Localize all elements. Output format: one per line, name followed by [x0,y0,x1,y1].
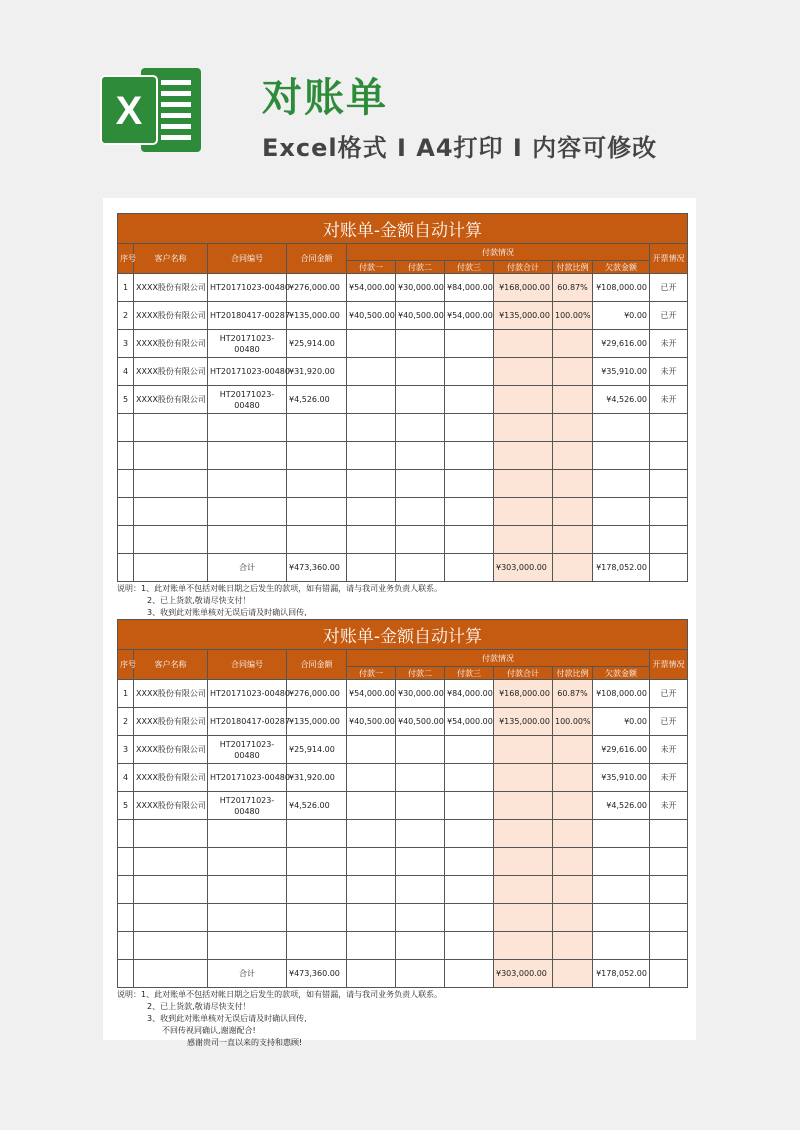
cell-pay1 [347,470,396,498]
note-line: 2、已上货款,敬请尽快支付！ [147,1002,251,1011]
cell-amount: ¥276,000.00 [287,680,347,708]
cell-pay-total [494,386,553,414]
cell-amount: ¥31,920.00 [287,764,347,792]
cell-ratio [553,736,593,764]
cell-contract-no: HT20180417-00287 [208,302,287,330]
cell-owed [593,848,650,876]
cell-amount [287,442,347,470]
table-row [118,330,688,358]
table-row [118,302,688,330]
cell-owed: ¥108,000.00 [593,680,650,708]
col-customer-header: 客户名称 [134,650,208,680]
cell-pay-total [494,904,553,932]
cell-pay1 [347,820,396,848]
col-invoice-header: 开票情况 [650,650,688,680]
cell-ratio: 60.87% [553,274,593,302]
total-amount: ¥473,360.00 [287,554,347,582]
cell-index [118,820,134,848]
cell-pay3 [445,498,494,526]
cell-pay-total: ¥135,000.00 [494,302,553,330]
cell-pay2 [396,442,445,470]
cell-amount: ¥135,000.00 [287,302,347,330]
cell-contract-no [208,848,287,876]
cell-amount: ¥25,914.00 [287,736,347,764]
col-pay-total-header: 付款合计 [494,261,553,274]
cell-contract-no [208,442,287,470]
cell-pay2: ¥30,000.00 [396,680,445,708]
cell-customer: XXXX股份有限公司 [134,708,208,736]
cell-amount: ¥135,000.00 [287,708,347,736]
cell-amount: ¥4,526.00 [287,386,347,414]
cell-contract-no: HT20171023-00480 [208,792,287,820]
cell-invoice [650,876,688,904]
cell-contract-no: HT20180417-00287 [208,708,287,736]
cell-invoice [650,904,688,932]
svg-text:X: X [115,89,143,133]
note-line: 3、收到此对账单核对无误后请及时确认回传, [147,1014,307,1023]
table-row [118,274,688,302]
cell-pay2 [396,904,445,932]
table-row [118,820,688,848]
cell-pay-total [494,820,553,848]
col-owed-header: 欠款金额 [593,261,650,274]
table-row [118,736,688,764]
cell-pay3 [445,736,494,764]
cell-index: 4 [118,764,134,792]
cell-index [118,848,134,876]
col-pay2-header: 付款二 [396,261,445,274]
cell-contract-no [208,414,287,442]
cell-amount [287,848,347,876]
col-customer-header: 客户名称 [134,244,208,274]
cell-pay1 [347,358,396,386]
cell-invoice [650,470,688,498]
total-pay-total: ¥303,000.00 [494,960,553,988]
col-contract-amount-header: 合同金额 [287,244,347,274]
cell-pay1: ¥40,500.00 [347,708,396,736]
col-pay-ratio-header: 付款比例 [553,667,593,680]
cell-customer: XXXX股份有限公司 [134,680,208,708]
cell-index: 2 [118,302,134,330]
col-index-header: 序号 [118,244,134,274]
cell-contract-no [208,498,287,526]
cell-index [118,876,134,904]
cell-pay-total [494,526,553,554]
note-line: 说明：1、此对账单不包括对帐日期之后发生的款项，如有错漏，请与我司业务负责人联系。 [117,584,443,593]
cell-pay2 [396,820,445,848]
cell-index [118,904,134,932]
cell-pay2 [396,736,445,764]
cell-invoice: 已开 [650,680,688,708]
cell-invoice [650,820,688,848]
statement-sheet-1 [117,213,687,643]
cell-pay-total [494,330,553,358]
cell-pay-total [494,498,553,526]
cell-customer [134,526,208,554]
cell-ratio [553,442,593,470]
cell-owed: ¥108,000.00 [593,274,650,302]
cell-amount [287,470,347,498]
cell-pay3 [445,470,494,498]
cell-customer [134,932,208,960]
col-pay-ratio-header: 付款比例 [553,261,593,274]
cell-customer: XXXX股份有限公司 [134,386,208,414]
table-row [118,764,688,792]
table-row [118,792,688,820]
cell-invoice [650,442,688,470]
cell-customer: XXXX股份有限公司 [134,792,208,820]
cell-invoice: 未开 [650,358,688,386]
cell-amount: ¥276,000.00 [287,274,347,302]
cell-pay2 [396,470,445,498]
cell-index [118,498,134,526]
cell-pay1 [347,330,396,358]
col-pay-total-header: 付款合计 [494,667,553,680]
cell-contract-no [208,820,287,848]
cell-ratio [553,764,593,792]
cell-pay2: ¥30,000.00 [396,274,445,302]
cell-pay-total [494,876,553,904]
cell-pay2 [396,848,445,876]
total-row [118,960,688,988]
col-pay1-header: 付款一 [347,667,396,680]
cell-owed [593,414,650,442]
cell-index [118,414,134,442]
note-line: 感谢贵司一直以来的支持和惠顾! [187,1038,303,1047]
statement-table [117,213,688,582]
col-pay3-header: 付款三 [445,667,494,680]
cell-owed: ¥29,616.00 [593,736,650,764]
cell-pay1 [347,526,396,554]
cell-owed: ¥0.00 [593,708,650,736]
page-title: 对账单 [262,75,388,121]
cell-index: 4 [118,358,134,386]
cell-pay3 [445,414,494,442]
cell-customer: XXXX股份有限公司 [134,358,208,386]
cell-pay3 [445,820,494,848]
table-row [118,848,688,876]
col-contract-amount-header: 合同金额 [287,650,347,680]
cell-pay-total: ¥168,000.00 [494,680,553,708]
cell-pay2: ¥40,500.00 [396,302,445,330]
cell-owed [593,904,650,932]
total-owed: ¥178,052.00 [593,554,650,582]
cell-contract-no: HT20171023-00480 [208,680,287,708]
table-row [118,904,688,932]
cell-pay-total [494,764,553,792]
col-pay3-header: 付款三 [445,261,494,274]
cell-pay2 [396,526,445,554]
table-row [118,498,688,526]
cell-pay-total [494,442,553,470]
total-pay-total: ¥303,000.00 [494,554,553,582]
cell-pay3: ¥84,000.00 [445,274,494,302]
cell-pay1: ¥54,000.00 [347,274,396,302]
cell-pay3 [445,904,494,932]
total-label: 合计 [208,554,287,582]
payment-group-header: 付款情况 [347,650,650,667]
table-row [118,876,688,904]
payment-group-header: 付款情况 [347,244,650,261]
page-header [0,0,800,200]
cell-pay1 [347,764,396,792]
cell-customer [134,442,208,470]
col-index-header: 序号 [118,650,134,680]
cell-contract-no [208,904,287,932]
total-label: 合计 [208,960,287,988]
cell-contract-no: HT20171023-00480 [208,736,287,764]
cell-pay3 [445,526,494,554]
cell-contract-no: HT20171023-00480 [208,274,287,302]
cell-customer [134,848,208,876]
cell-amount [287,526,347,554]
cell-ratio [553,848,593,876]
cell-pay2: ¥40,500.00 [396,708,445,736]
cell-index: 3 [118,736,134,764]
cell-pay-total [494,932,553,960]
cell-invoice: 未开 [650,386,688,414]
cell-ratio: 100.00% [553,302,593,330]
cell-invoice [650,414,688,442]
cell-contract-no [208,470,287,498]
col-contract-no-header: 合同编号 [208,244,287,274]
cell-ratio [553,792,593,820]
cell-invoice [650,498,688,526]
col-owed-header: 欠款金额 [593,667,650,680]
cell-contract-no [208,526,287,554]
cell-pay2 [396,330,445,358]
cell-customer: XXXX股份有限公司 [134,764,208,792]
cell-index: 2 [118,708,134,736]
cell-ratio [553,330,593,358]
cell-pay3 [445,764,494,792]
cell-pay1 [347,904,396,932]
notes-block [117,989,687,1049]
cell-ratio [553,876,593,904]
cell-index: 1 [118,274,134,302]
cell-index [118,470,134,498]
note-line: 说明：1、此对账单不包括对帐日期之后发生的款项，如有错漏，请与我司业务负责人联系。 [117,990,443,999]
cell-ratio: 60.87% [553,680,593,708]
cell-pay-total [494,414,553,442]
cell-pay1 [347,876,396,904]
cell-pay3 [445,876,494,904]
table-row [118,932,688,960]
cell-customer [134,904,208,932]
table-title: 对账单-金额自动计算 [118,620,688,650]
cell-pay1 [347,442,396,470]
cell-amount [287,820,347,848]
col-pay1-header: 付款一 [347,261,396,274]
cell-pay-total [494,736,553,764]
cell-invoice: 已开 [650,302,688,330]
cell-customer: XXXX股份有限公司 [134,302,208,330]
cell-invoice: 已开 [650,708,688,736]
cell-ratio [553,414,593,442]
cell-pay2 [396,876,445,904]
cell-amount: ¥31,920.00 [287,358,347,386]
table-title: 对账单-金额自动计算 [118,214,688,244]
cell-index [118,442,134,470]
cell-ratio [553,820,593,848]
cell-customer [134,470,208,498]
cell-owed [593,526,650,554]
col-invoice-header: 开票情况 [650,244,688,274]
cell-owed: ¥29,616.00 [593,330,650,358]
cell-invoice [650,848,688,876]
cell-index: 3 [118,330,134,358]
cell-ratio [553,498,593,526]
cell-pay3: ¥54,000.00 [445,302,494,330]
cell-customer: XXXX股份有限公司 [134,274,208,302]
note-line: 2、已上货款,敬请尽快支付！ [147,596,251,605]
cell-amount: ¥4,526.00 [287,792,347,820]
cell-index: 5 [118,386,134,414]
cell-pay1 [347,932,396,960]
cell-pay3: ¥54,000.00 [445,708,494,736]
cell-pay3: ¥84,000.00 [445,680,494,708]
cell-amount [287,876,347,904]
cell-owed [593,442,650,470]
cell-owed [593,932,650,960]
cell-contract-no: HT20171023-00480 [208,764,287,792]
note-line: 不回传视同确认,谢谢配合! [162,1026,256,1035]
cell-owed: ¥4,526.00 [593,386,650,414]
cell-invoice [650,526,688,554]
statement-sheet-2 [117,619,687,1049]
cell-pay2 [396,764,445,792]
cell-invoice: 已开 [650,274,688,302]
page-subtitle: Excel格式 I A4打印 I 内容可修改 [262,134,658,162]
cell-amount [287,904,347,932]
statement-table [117,619,688,988]
cell-amount [287,932,347,960]
cell-pay-total: ¥168,000.00 [494,274,553,302]
table-row [118,680,688,708]
cell-invoice: 未开 [650,792,688,820]
cell-pay3 [445,386,494,414]
cell-index: 5 [118,792,134,820]
cell-amount [287,414,347,442]
cell-pay1 [347,848,396,876]
cell-customer: XXXX股份有限公司 [134,330,208,358]
table-row [118,358,688,386]
cell-index [118,526,134,554]
cell-pay2 [396,792,445,820]
total-owed: ¥178,052.00 [593,960,650,988]
cell-owed [593,820,650,848]
table-row [118,526,688,554]
cell-owed: ¥35,910.00 [593,764,650,792]
cell-pay3 [445,848,494,876]
cell-pay1 [347,736,396,764]
cell-amount: ¥25,914.00 [287,330,347,358]
cell-customer: XXXX股份有限公司 [134,736,208,764]
table-row [118,470,688,498]
cell-pay1: ¥54,000.00 [347,680,396,708]
cell-contract-no [208,932,287,960]
cell-pay3 [445,932,494,960]
cell-pay2 [396,498,445,526]
cell-pay-total: ¥135,000.00 [494,708,553,736]
note-line: 3、收到此对账单核对无误后请及时确认回传, [147,608,307,617]
cell-pay3 [445,792,494,820]
col-contract-no-header: 合同编号 [208,650,287,680]
cell-pay2 [396,414,445,442]
cell-pay2 [396,386,445,414]
cell-pay1: ¥40,500.00 [347,302,396,330]
cell-invoice: 未开 [650,736,688,764]
total-amount: ¥473,360.00 [287,960,347,988]
cell-contract-no: HT20171023-00480 [208,386,287,414]
col-pay2-header: 付款二 [396,667,445,680]
cell-pay1 [347,498,396,526]
cell-pay-total [494,470,553,498]
cell-pay-total [494,792,553,820]
cell-pay1 [347,414,396,442]
cell-pay3 [445,442,494,470]
cell-contract-no: HT20171023-00480 [208,330,287,358]
cell-customer [134,876,208,904]
table-row [118,386,688,414]
cell-customer [134,498,208,526]
cell-ratio [553,386,593,414]
cell-owed [593,470,650,498]
cell-ratio [553,932,593,960]
cell-contract-no: HT20171023-00480 [208,358,287,386]
cell-customer [134,820,208,848]
cell-owed: ¥35,910.00 [593,358,650,386]
table-row [118,708,688,736]
table-row [118,442,688,470]
excel-logo-icon [97,62,207,158]
cell-invoice [650,932,688,960]
cell-invoice: 未开 [650,330,688,358]
cell-owed [593,876,650,904]
cell-contract-no [208,876,287,904]
cell-index [118,932,134,960]
cell-pay3 [445,358,494,386]
cell-ratio [553,526,593,554]
cell-index: 1 [118,680,134,708]
cell-ratio [553,470,593,498]
cell-owed: ¥4,526.00 [593,792,650,820]
cell-customer [134,414,208,442]
cell-invoice: 未开 [650,764,688,792]
cell-pay1 [347,386,396,414]
cell-owed [593,498,650,526]
cell-pay3 [445,330,494,358]
cell-owed: ¥0.00 [593,302,650,330]
cell-pay1 [347,792,396,820]
cell-pay2 [396,932,445,960]
table-row [118,414,688,442]
cell-ratio [553,358,593,386]
cell-ratio [553,904,593,932]
cell-pay2 [396,358,445,386]
cell-amount [287,498,347,526]
cell-pay-total [494,848,553,876]
cell-ratio: 100.00% [553,708,593,736]
cell-pay-total [494,358,553,386]
total-row [118,554,688,582]
